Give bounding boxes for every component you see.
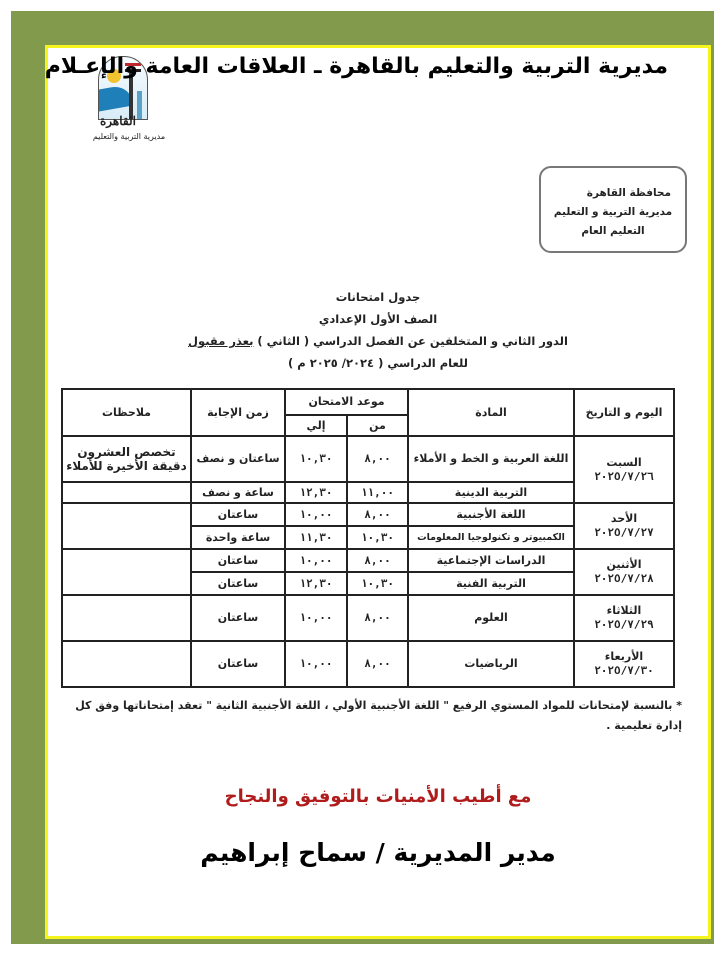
- day-name: الثلاثاء: [606, 604, 642, 617]
- duration-cell: ساعتان: [191, 572, 285, 595]
- duration-cell: ساعة و نصف: [191, 482, 285, 503]
- day-cell: [574, 641, 674, 687]
- header-subject: المادة: [408, 389, 574, 436]
- day-cell: [574, 549, 674, 595]
- table-row: [62, 503, 674, 526]
- duration-cell: ساعتان: [191, 641, 285, 687]
- day-cell: [574, 595, 674, 641]
- wave-icon: [98, 83, 133, 112]
- heading-grade: الصف الأول الإعدادي: [318, 312, 438, 326]
- day-cell: [574, 503, 674, 549]
- page-title: مديرية التربية والتعليم بالقاهرة ـ العلاقات العامة والإعـلام: [44, 54, 668, 79]
- exam-schedule-table: [61, 388, 675, 688]
- header-exam-time: موعد الامتحان: [285, 389, 408, 415]
- heading-title: جدول امتحانات: [335, 290, 421, 304]
- exam-date: ٢٠٢٥/٧/٢٩: [594, 618, 654, 631]
- from-cell: ٨,٠٠: [347, 595, 408, 641]
- sector-line: التعليم العام: [581, 225, 645, 237]
- notes-cell: [62, 482, 191, 503]
- notes-cell: [62, 503, 191, 549]
- from-cell: ٨,٠٠: [347, 549, 408, 572]
- schedule-heading: [178, 286, 578, 374]
- logo-name: القاهرة: [100, 114, 136, 128]
- exam-date: ٢٠٢٥/٧/٣٠: [594, 664, 654, 677]
- exam-date: ٢٠٢٥/٧/٢٧: [594, 526, 654, 539]
- governorate-line: محافظة القاهرة: [586, 187, 671, 199]
- to-cell: ١٠,٣٠: [285, 436, 347, 482]
- exam-date: ٢٠٢٥/٧/٢٨: [594, 572, 654, 585]
- heading-session: [178, 330, 578, 352]
- tower-icon: [137, 91, 142, 119]
- day-name: الأثنين: [606, 558, 642, 571]
- subject-cell: العلوم: [408, 595, 574, 641]
- director-signature: مدير المديرية / سماح إبراهيم: [200, 838, 556, 867]
- table-row: [62, 641, 674, 687]
- table-row: [62, 595, 674, 641]
- to-cell: ١٠,٠٠: [285, 595, 347, 641]
- day-name: السبت: [606, 455, 642, 469]
- duration-cell: ساعتان و نصف: [191, 436, 285, 482]
- wishes-text: مع أطيب الأمنيات بالتوفيق والنجاح: [224, 786, 532, 807]
- subject-cell: اللغة الأجنبية: [408, 503, 574, 526]
- from-cell: ١٠,٣٠: [347, 526, 408, 549]
- subject-cell: الرياضيات: [408, 641, 574, 687]
- tower-icon: [129, 73, 133, 119]
- table-header-row: [62, 389, 674, 415]
- from-cell: ٨,٠٠: [347, 436, 408, 482]
- to-cell: ١٠,٠٠: [285, 549, 347, 572]
- duration-cell: ساعتان: [191, 549, 285, 572]
- duration-cell: ساعتان: [191, 503, 285, 526]
- heading-year: للعام الدراسي ( ٢٠٢٤/ ٢٠٢٥ م ): [287, 356, 468, 370]
- heading-session-excuse: بعذر مقبول: [188, 334, 254, 348]
- footnote: * بالنسبة لإمتحانات للمواد المستوي الرفيع " اللغة الأجنبية الأولي ، اللغة الأجنبية الثانية " تعقد إمتحاناتها وفق كل إدارة تعليمية .: [75, 699, 682, 732]
- exam-date: ٢٠٢٥/٧/٢٦: [594, 469, 654, 483]
- header-notes: ملاحظات: [62, 389, 191, 436]
- governorate-box: [539, 166, 687, 253]
- heading-session-text: الدور الثاني و المتخلفين عن الفصل الدراسي ( الثاني ): [253, 334, 568, 348]
- subject-cell: الدراسات الإجتماعية: [408, 549, 574, 572]
- to-cell: ١٠,٠٠: [285, 641, 347, 687]
- subject-cell: التربية الدينية: [408, 482, 574, 503]
- notes-cell: تخصص العشرون دقيقة الأخيرة للأملاء: [62, 436, 191, 482]
- header-duration: زمن الإجابة: [191, 389, 285, 436]
- document-page: [45, 45, 711, 939]
- subject-cell: التربية الفنية: [408, 572, 574, 595]
- notes-cell: [62, 641, 191, 687]
- duration-cell: ساعة واحدة: [191, 526, 285, 549]
- from-cell: ٨,٠٠: [347, 641, 408, 687]
- notes-cell: [62, 595, 191, 641]
- day-cell: [574, 436, 674, 503]
- header-from: من: [347, 415, 408, 436]
- header-to: إلي: [285, 415, 347, 436]
- to-cell: ١٢,٣٠: [285, 482, 347, 503]
- notes-cell: [62, 549, 191, 595]
- from-cell: ١١,٠٠: [347, 482, 408, 503]
- day-name: الأربعاء: [604, 650, 644, 663]
- to-cell: ١١,٣٠: [285, 526, 347, 549]
- to-cell: ١٢,٣٠: [285, 572, 347, 595]
- table-row: [62, 436, 674, 482]
- to-cell: ١٠,٠٠: [285, 503, 347, 526]
- logo-subtitle: مديرية التربية والتعليم: [92, 132, 166, 141]
- outer-frame: [11, 11, 714, 944]
- from-cell: ٨,٠٠: [347, 503, 408, 526]
- table-row: [62, 549, 674, 572]
- duration-cell: ساعتان: [191, 595, 285, 641]
- day-name: الأحد: [610, 512, 638, 525]
- header-day-date: اليوم و التاريخ: [574, 389, 674, 436]
- directorate-line: مديرية التربية و التعليم: [553, 206, 673, 218]
- subject-cell: اللغة العربية و الخط و الأملاء: [408, 436, 574, 482]
- from-cell: ١٠,٣٠: [347, 572, 408, 595]
- subject-cell: الكمبيوتر و تكنولوجيا المعلومات: [408, 526, 574, 549]
